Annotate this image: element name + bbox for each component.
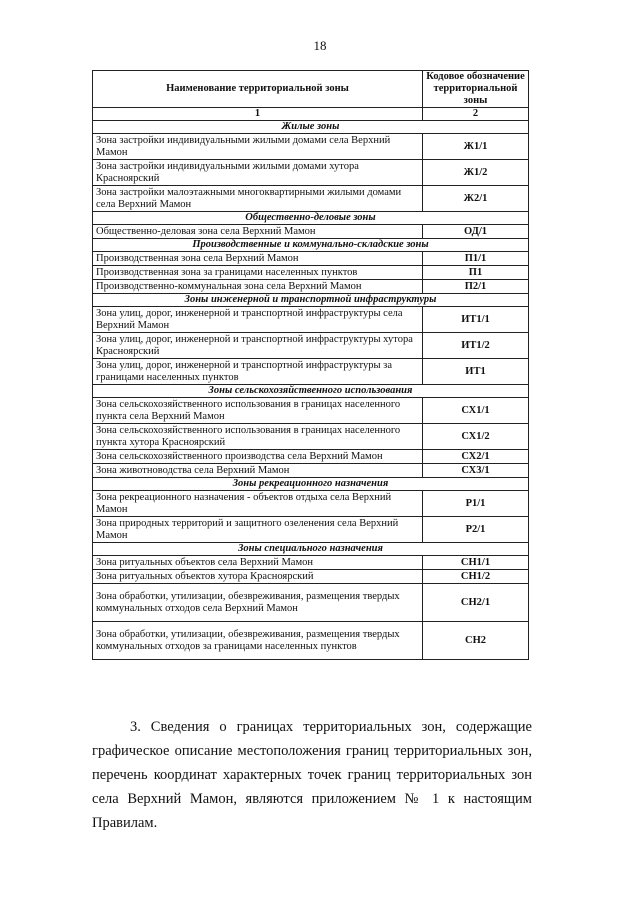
zone-code: СН2/1 [423, 584, 529, 622]
table-row [93, 584, 529, 622]
zone-code: Р2/1 [423, 517, 529, 543]
section-title: Зоны рекреационного назначения [93, 478, 529, 491]
zone-code: ИТ1 [423, 359, 529, 385]
table-row [93, 491, 529, 517]
column-number: 2 [423, 108, 529, 121]
zones-table [92, 70, 529, 660]
zone-name: Зона обработки, утилизации, обезвреживания, размещения твердых коммунальных отходов села Верхний Мамон [93, 584, 423, 622]
section-row [93, 239, 529, 252]
section-title: Производственные и коммунально-складские зоны [93, 239, 529, 252]
table-row [93, 464, 529, 478]
table-row [93, 398, 529, 424]
zone-code: П2/1 [423, 280, 529, 294]
table-row [93, 160, 529, 186]
table-row [93, 424, 529, 450]
section-title: Жилые зоны [93, 121, 529, 134]
table-header-row [93, 71, 529, 108]
table-row [93, 252, 529, 266]
section-row [93, 212, 529, 225]
table-row [93, 333, 529, 359]
section-title: Зоны сельскохозяйственного использования [93, 385, 529, 398]
zone-name: Зона обработки, утилизации, обезвреживания, размещения твердых коммунальных отходов за границами населенных пунктов [93, 622, 423, 660]
table-row [93, 225, 529, 239]
table-row [93, 280, 529, 294]
zone-code: СХ1/1 [423, 398, 529, 424]
zone-name: Зона застройки индивидуальными жилыми домами хутора Красноярский [93, 160, 423, 186]
section-row [93, 121, 529, 134]
column-number-row [93, 108, 529, 121]
zone-code: СН1/1 [423, 556, 529, 570]
table-row [93, 570, 529, 584]
zone-code: СХ3/1 [423, 464, 529, 478]
table-row [93, 186, 529, 212]
zone-name: Производственная зона села Верхний Мамон [93, 252, 423, 266]
body-paragraph: 3. Сведения о границах территориальных зон, содержащие графическое описание местоположения границ территориальных зон, перечень координат характерных точек границ территориальных зон села Верхний Мамон, являются приложением № 1 к настоящим Правилам. [92, 718, 532, 831]
zone-name: Производственно-коммунальная зона села Верхний Мамон [93, 280, 423, 294]
section-title: Зоны специального назначения [93, 543, 529, 556]
table-row [93, 450, 529, 464]
column-number: 1 [93, 108, 423, 121]
zone-code: ОД/1 [423, 225, 529, 239]
zone-code: Ж2/1 [423, 186, 529, 212]
zone-name: Зона улиц, дорог, инженерной и транспортной инфраструктуры за границами населенных пунктов [93, 359, 423, 385]
zone-name: Зона застройки малоэтажными многоквартирными жилыми домами села Верхний Мамон [93, 186, 423, 212]
zone-code: П1/1 [423, 252, 529, 266]
zone-code: СН1/2 [423, 570, 529, 584]
zone-name: Зона застройки индивидуальными жилыми домами села Верхний Мамон [93, 134, 423, 160]
table-row [93, 134, 529, 160]
zone-name: Производственная зона за границами населенных пунктов [93, 266, 423, 280]
header-name: Наименование территориальной зоны [93, 71, 423, 108]
zone-name: Зона улиц, дорог, инженерной и транспортной инфраструктуры хутора Красноярский [93, 333, 423, 359]
zone-code: Ж1/2 [423, 160, 529, 186]
zone-code: Р1/1 [423, 491, 529, 517]
zone-code: СХ2/1 [423, 450, 529, 464]
zone-name: Зона природных территорий и защитного озеленения села Верхний Мамон [93, 517, 423, 543]
zone-name: Зона ритуальных объектов села Верхний Мамон [93, 556, 423, 570]
zone-name: Зона рекреационного назначения - объектов отдыха села Верхний Мамон [93, 491, 423, 517]
section-row [93, 385, 529, 398]
table-row [93, 556, 529, 570]
zone-name: Общественно-деловая зона села Верхний Мамон [93, 225, 423, 239]
header-code: Кодовое обозначение территориальной зоны [423, 71, 529, 108]
zone-name: Зона сельскохозяйственного использования в границах населенного пункта хутора Красноярский [93, 424, 423, 450]
table-row [93, 517, 529, 543]
zone-name: Зона сельскохозяйственного производства села Верхний Мамон [93, 450, 423, 464]
page-number: 18 [313, 38, 327, 53]
zone-name: Зона улиц, дорог, инженерной и транспортной инфраструктуры села Верхний Мамон [93, 307, 423, 333]
zone-code: ИТ1/1 [423, 307, 529, 333]
zone-code: ИТ1/2 [423, 333, 529, 359]
section-title: Зоны инженерной и транспортной инфраструктуры [93, 294, 529, 307]
zone-name: Зона животноводства села Верхний Мамон [93, 464, 423, 478]
section-row [93, 478, 529, 491]
table-row [93, 359, 529, 385]
zone-code: СН2 [423, 622, 529, 660]
table-row [93, 266, 529, 280]
zone-code: Ж1/1 [423, 134, 529, 160]
zone-name: Зона сельскохозяйственного использования в границах населенного пункта села Верхний Мамон [93, 398, 423, 424]
table-row [93, 622, 529, 660]
zone-code: П1 [423, 266, 529, 280]
table-row [93, 307, 529, 333]
section-row [93, 543, 529, 556]
zone-name: Зона ритуальных объектов хутора Красноярский [93, 570, 423, 584]
section-row [93, 294, 529, 307]
zone-code: СХ1/2 [423, 424, 529, 450]
section-title: Общественно-деловые зоны [93, 212, 529, 225]
